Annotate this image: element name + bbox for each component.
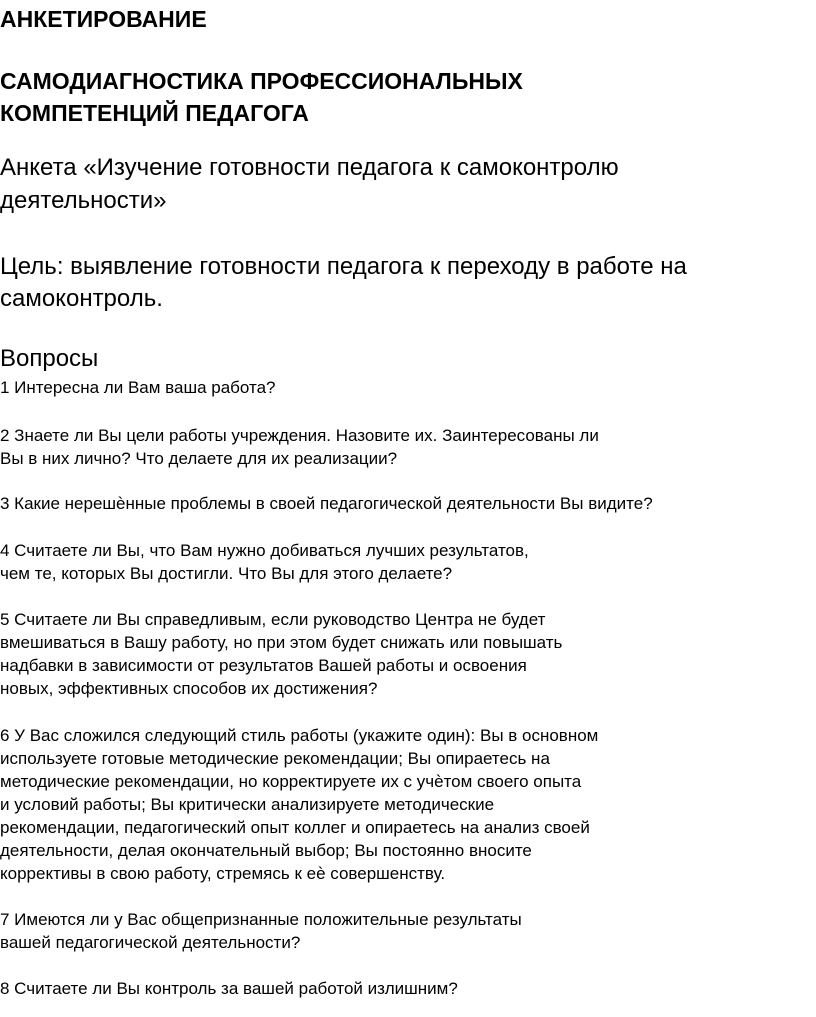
question-2-line-2: Вы в них лично? Что делаете для их реализации? xyxy=(0,449,398,468)
survey-title-line-2: деятельности» xyxy=(0,187,167,214)
question-6-line-3: методические рекомендации, но корректируете их с учѐтом своего опыта xyxy=(0,772,582,791)
question-6-line-5: рекомендации, педагогический опыт коллег и опираетесь на анализ своей xyxy=(0,818,590,837)
goal-line-1: Цель: выявление готовности педагога к переходу в работе на xyxy=(0,253,687,280)
question-6-line-1: 6 У Вас сложился следующий стиль работы (укажите один): Вы в основном xyxy=(0,726,599,745)
main-title-line-2: КОМПЕТЕНЦИЙ ПЕДАГОГА xyxy=(0,100,309,126)
section-title: АНКЕТИРОВАНИЕ xyxy=(0,6,207,32)
question-6-line-4: и условий работы; Вы критически анализируете методические xyxy=(0,795,495,814)
question-5-line-1: 5 Считаете ли Вы справедливым, если руководство Центра не будет xyxy=(0,610,546,629)
question-6-line-6: деятельности, делая окончательный выбор; Вы постоянно вносите xyxy=(0,841,532,860)
question-7-line-2: вашей педагогической деятельности? xyxy=(0,933,301,952)
question-8-line-1: 8 Считаете ли Вы контроль за вашей работой излишним? xyxy=(0,979,458,998)
question-6-line-7: коррективы в свою работу, стремясь к еѐ совершенству. xyxy=(0,864,446,883)
question-5-line-3: надбавки в зависимости от результатов Вашей работы и освоения xyxy=(0,656,527,675)
question-5-line-4: новых, эффективных способов их достижения? xyxy=(0,679,378,698)
question-6-line-2: используете готовые методические рекомендации; Вы опираетесь на xyxy=(0,749,550,768)
questions-heading: Вопросы xyxy=(0,345,99,372)
question-4-line-2: чем те, которых Вы достигли. Что Вы для этого делаете? xyxy=(0,564,453,583)
question-1-line-1: 1 Интересна ли Вам ваша работа? xyxy=(0,378,276,397)
question-3-line-1: 3 Какие нерешѐнные проблемы в своей педагогической деятельности Вы видите? xyxy=(0,494,653,513)
question-5-line-2: вмешиваться в Вашу работу, но при этом будет снижать или повышать xyxy=(0,633,563,652)
main-title-line-1: САМОДИАГНОСТИКА ПРОФЕССИОНАЛЬНЫХ xyxy=(0,68,523,94)
question-2-line-1: 2 Знаете ли Вы цели работы учреждения. Назовите их. Заинтересованы ли xyxy=(0,426,599,445)
question-4-line-1: 4 Считаете ли Вы, что Вам нужно добиваться лучших результатов, xyxy=(0,541,529,560)
survey-title-line-1: Анкета «Изучение готовности педагога к самоконтролю xyxy=(0,154,619,181)
question-7-line-1: 7 Имеются ли у Вас общепризнанные положительные результаты xyxy=(0,910,522,929)
goal-line-2: самоконтроль. xyxy=(0,285,163,312)
